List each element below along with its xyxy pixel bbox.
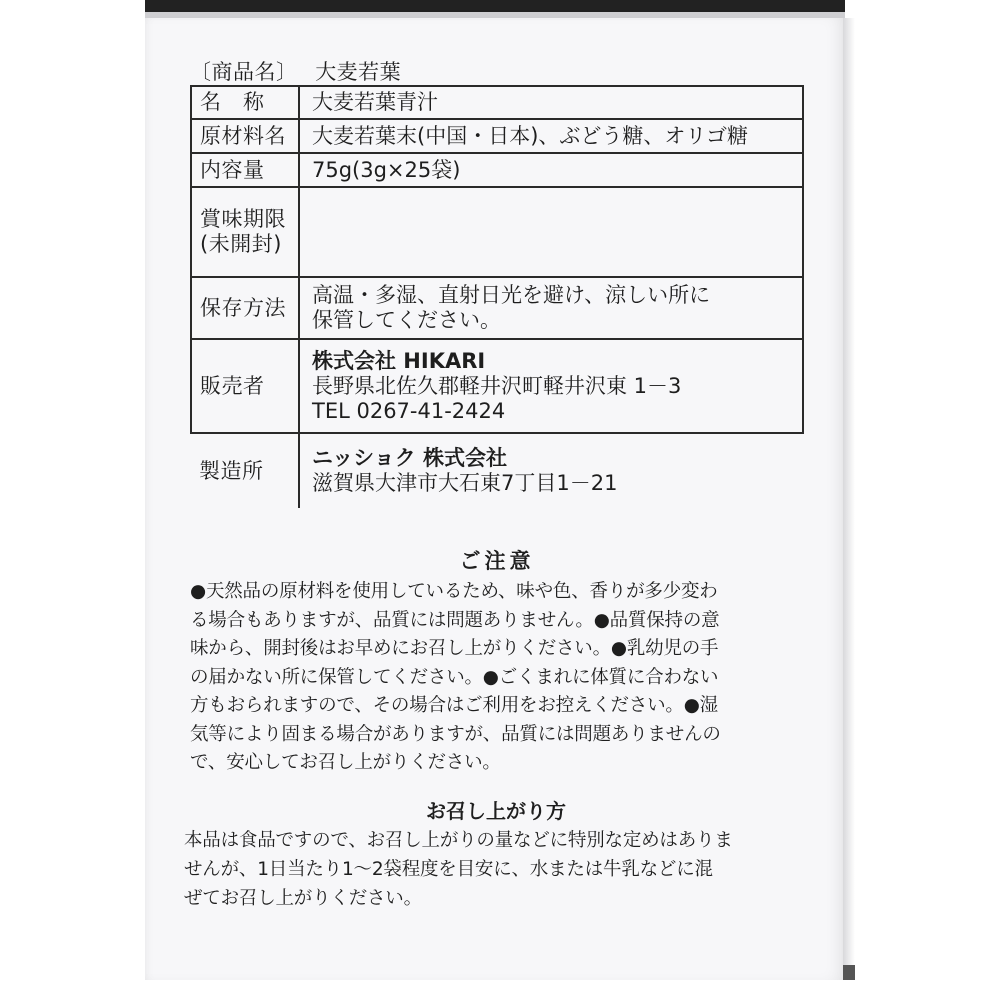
usage-line: ぜてお召し上がりください。	[184, 888, 422, 909]
box-bottom-corner	[843, 965, 855, 980]
spec-value-line: 保管してください。	[312, 308, 501, 332]
caution-text	[190, 578, 804, 778]
spec-row-content	[191, 153, 803, 187]
spec-key: 製造所	[191, 433, 299, 508]
product-name-label: 〔商品名〕	[190, 60, 298, 84]
spec-value	[299, 433, 803, 508]
caution-line: 方もおられますので、その場合はご利用をお控えください。●湿	[190, 695, 718, 716]
product-name-value: 大麦若葉	[315, 60, 402, 84]
spec-value-line: 高温・多湿、直射日光を避け、涼しい所に	[312, 283, 711, 307]
manufacturer-address: 滋賀県大津市大石東7丁目1－21	[312, 471, 618, 495]
specification-table	[190, 85, 804, 508]
seller-address: 長野県北佐久郡軽井沢町軽井沢東 1－3	[312, 373, 682, 398]
spec-value	[299, 277, 803, 339]
usage-line: せんが、1日当たり1～2袋程度を目安に、水または牛乳などに混	[184, 859, 713, 880]
spec-key: 保存方法	[191, 277, 299, 339]
usage-section	[184, 798, 808, 913]
box-right-edge	[843, 18, 855, 980]
spec-row-seller	[191, 339, 803, 433]
product-name-line	[190, 56, 401, 86]
caution-line: 味から、開封後はお早めにお召し上がりください。●乳幼児の手	[190, 638, 719, 659]
caution-section	[190, 548, 804, 778]
box-top-edge	[145, 0, 845, 20]
spec-key	[191, 187, 299, 277]
spec-row-name	[191, 86, 803, 119]
spec-row-ingredients	[191, 119, 803, 153]
spec-value	[299, 339, 803, 433]
seller-phone: TEL 0267-41-2424	[312, 398, 506, 423]
usage-title: お召し上がり方	[426, 799, 566, 823]
spec-key: 原材料名	[191, 119, 299, 153]
caution-line: ●天然品の原材料を使用しているため、味や色、香りが多少変わ	[190, 581, 718, 602]
caution-line: る場合もありますが、品質には問題ありません。●品質保持の意	[190, 609, 720, 631]
caution-line: で、安心してお召し上がりください。	[190, 752, 501, 773]
spec-value: 大麦若葉青汁	[299, 86, 803, 119]
spec-key-line: 賞味期限	[200, 207, 286, 231]
caution-line: 気等により固まる場合がありますが、品質には問題ありませんの	[190, 723, 721, 745]
usage-line: 本品は食品ですので、お召し上がりの量などに特別な定めはありま	[184, 830, 733, 851]
seller-name: 株式会社 HIKARI	[312, 348, 486, 373]
spec-key-line: (未開封)	[200, 232, 282, 256]
caution-line: の届かない所に保管してください。●ごくまれに体質に合わない	[190, 666, 719, 688]
spec-key: 販売者	[191, 339, 299, 433]
spec-value: 75g(3g×25袋)	[299, 153, 803, 187]
usage-text	[184, 826, 808, 913]
spec-row-storage	[191, 277, 803, 339]
spec-key: 名 称	[191, 86, 299, 119]
spec-key: 内容量	[191, 153, 299, 187]
spec-value: 大麦若葉末(中国・日本)、ぶどう糖、オリゴ糖	[299, 119, 803, 153]
spec-value-empty	[299, 187, 803, 277]
spec-row-manufacturer	[191, 433, 803, 508]
spec-row-best-before	[191, 187, 803, 277]
manufacturer-name: ニッショク 株式会社	[312, 446, 508, 470]
caution-title: ご注意	[459, 549, 535, 573]
